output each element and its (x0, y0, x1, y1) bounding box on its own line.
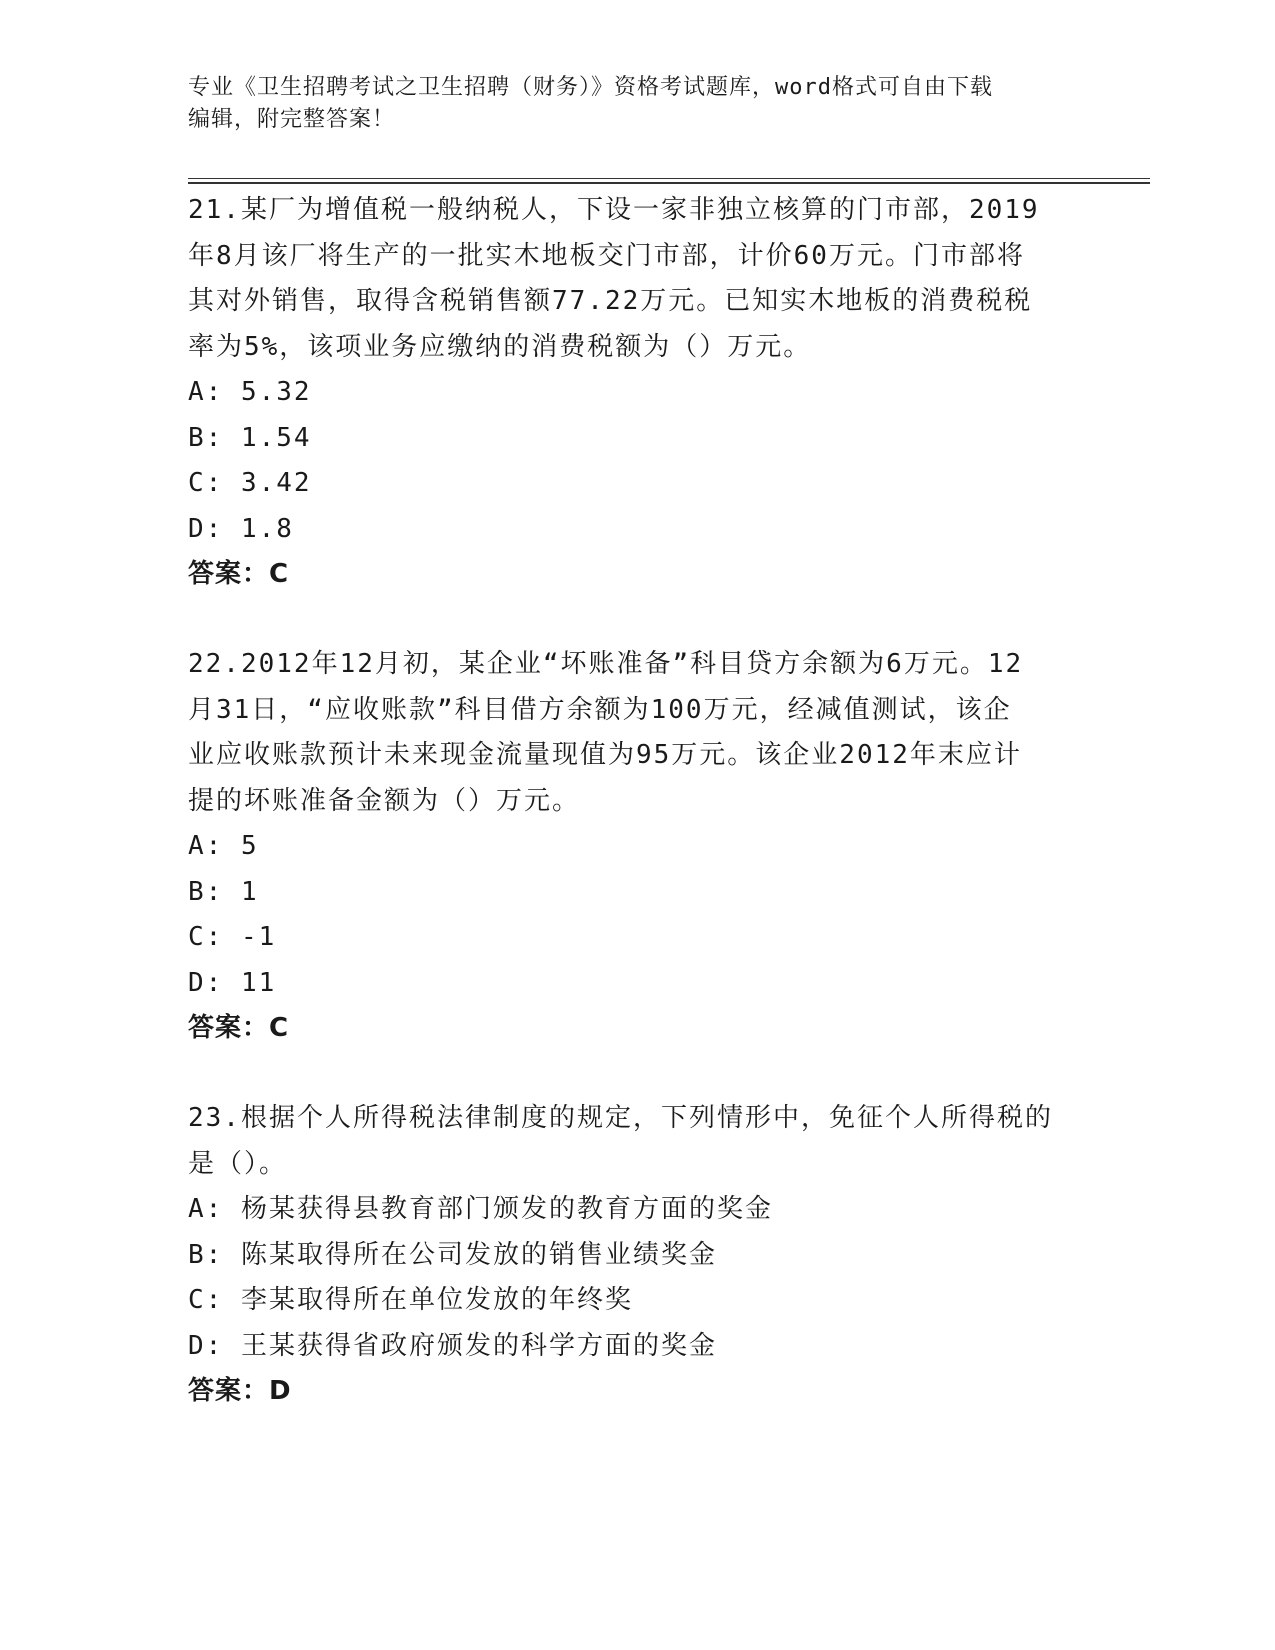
option-b: B: 1.54 (188, 422, 312, 453)
option-d: D: 1.8 (188, 513, 294, 544)
option-a: A: 杨某获得县教育部门颁发的教育方面的奖金 (188, 1194, 773, 1224)
question-stem: 21.某厂为增值税一般纳税人，下设一家非独立核算的门市部，2019 年8月该厂将生产的一批实木地板交门市部，计价60万元。门市部将 其对外销售，取得含税销售额77.22万元。已知实木地板的消费税税 率为5%，该项业务应缴纳的消费税额为（）万元。 (188, 195, 1040, 362)
header-divider-thin (188, 178, 1150, 179)
header-line-1: 专业《卫生招聘考试之卫生招聘（财务）》资格考试题库，word格式可自由下载 (188, 75, 993, 100)
question-22 (188, 642, 1078, 1052)
question-21 (188, 188, 1078, 598)
question-stem: 22.2012年12月初，某企业“坏账准备”科目贷方余额为6万元。12 月31日，“应收账款”科目借方余额为100万元，经减值测试，该企 业应收账款预计未来现金流量现值为95万元。该企业2012年末应计 提的坏账准备金额为（）万元。 (188, 649, 1024, 816)
option-d: D: 11 (188, 967, 277, 998)
option-b: B: 1 (188, 876, 259, 907)
header-divider-thick (188, 182, 1150, 184)
option-c: C: 3.42 (188, 468, 312, 498)
option-d: D: 王某获得省政府颁发的科学方面的奖金 (188, 1330, 717, 1361)
answer-label: 答案：C (188, 559, 290, 589)
question-23 (188, 1096, 1078, 1415)
answer-label: 答案：D (188, 1376, 292, 1406)
option-a: A: 5.32 (188, 377, 312, 407)
option-c: C: 李某取得所在单位发放的年终奖 (188, 1285, 633, 1315)
document-header (188, 72, 1068, 136)
header-line-2: 编辑，附完整答案！ (188, 107, 396, 132)
option-b: B: 陈某取得所在公司发放的销售业绩奖金 (188, 1239, 717, 1270)
answer-label: 答案：C (188, 1013, 290, 1043)
option-a: A: 5 (188, 831, 259, 861)
option-c: C: -1 (188, 922, 277, 952)
question-stem: 23.根据个人所得税法律制度的规定，下列情形中，免征个人所得税的 是（）。 (188, 1103, 1053, 1179)
